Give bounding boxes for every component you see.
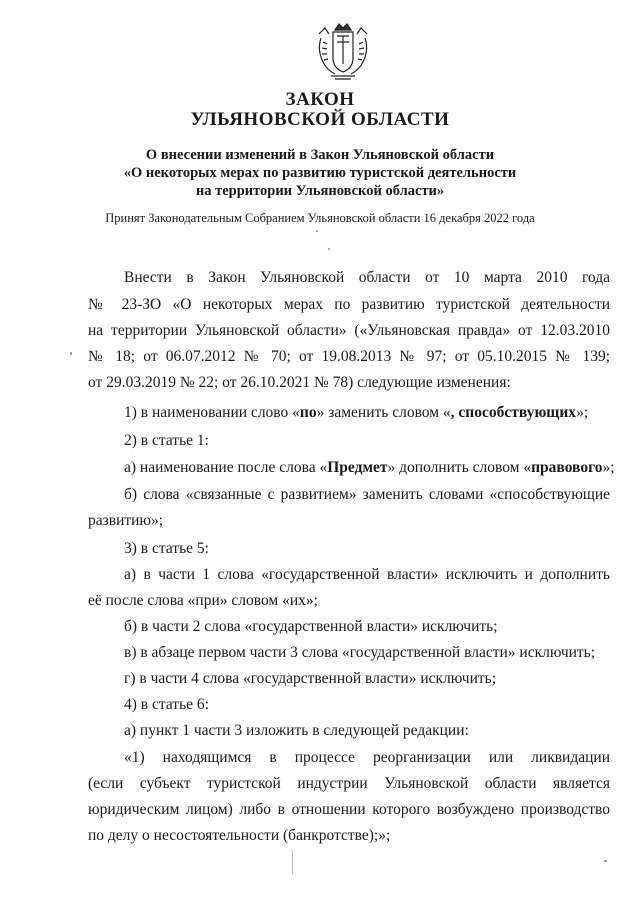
scan-fold-mark (292, 850, 293, 874)
text-run: »; (602, 459, 615, 476)
quoted-text-line: (если субъект туристской индустрии Ульяновской области является (88, 775, 610, 792)
paragraph-line: от 29.03.2019 № 22; от 26.10.2021 № 78) следующие изменения: (88, 374, 511, 391)
text-run: » заменить словом « (316, 404, 451, 421)
paragraph-line: на территории Ульяновской области» («Ульяновская правда» от 12.03.2010 (88, 322, 610, 339)
bold-word: , способствующих (450, 404, 577, 421)
quoted-text-line: «1) находящимся в процессе реорганизации или ликвидации (124, 749, 610, 766)
document-region: УЛЬЯНОВСКОЙ ОБЛАСТИ (190, 109, 450, 130)
scan-speck (316, 230, 318, 232)
list-item-3d: г) в части 4 слова «государственной власти» исключить; (124, 670, 497, 687)
law-subject-line-3: на территории Ульяновской области» (195, 183, 445, 199)
list-item-2b-line: б) слова «связанные с развитием» заменить словами «способствующие (124, 486, 610, 503)
list-item-2b-line: развитию»; (88, 512, 164, 529)
list-item-2a (124, 455, 640, 481)
law-subject-line-2: «О некоторых мерах по развитию туристской деятельности (123, 165, 517, 181)
ulyanovsk-coat-of-arms-icon (313, 18, 373, 82)
list-item-4a: а) пункт 1 части 3 изложить в следующей редакции: (124, 722, 469, 739)
paragraph-line: № 18; от 06.07.2012 № 70; от 19.08.2013 № 97; от 05.10.2015 № 139; (88, 348, 610, 365)
list-item-3a-line: её после слова «при» словом «их»; (88, 592, 318, 609)
text-run: 1) в наименовании слово « (124, 404, 300, 421)
text-run: » дополнить словом « (387, 459, 532, 476)
scan-speck (328, 248, 330, 250)
paragraph-line: № 23-ЗО «О некоторых мерах по развитию туристской деятельности (88, 296, 610, 313)
bold-word: правового (531, 459, 603, 476)
text-run: а) наименование после слова « (124, 459, 328, 476)
list-item-3a-line: а) в части 1 слова «государственной власти» исключить и дополнить (124, 566, 610, 583)
law-subject-line-1: О внесении изменений в Закон Ульяновской области (145, 147, 495, 163)
bold-word: Предмет (327, 459, 388, 476)
adoption-note: Принят Законодательным Собранием Ульяновской области 16 декабря 2022 года (105, 211, 535, 225)
list-item-1 (124, 400, 640, 426)
quoted-text-line: по делу о несостоятельности (банкротстве);»; (88, 827, 391, 844)
list-item-3: 3) в статье 5: (124, 540, 209, 557)
quoted-text-line: юридическим лицом) либо в отношении которого возбуждено производство (88, 801, 610, 818)
list-item-2: 2) в статье 1: (124, 432, 209, 449)
scan-speck (70, 352, 72, 355)
bold-word: по (299, 404, 317, 421)
scan-speck (604, 860, 607, 862)
text-run: »; (576, 404, 589, 421)
list-item-3b: б) в части 2 слова «государственной власти» исключить; (124, 618, 498, 635)
list-item-3c: в) в абзаце первом части 3 слова «государственной власти» исключить; (124, 644, 596, 661)
paragraph-line: Внести в Закон Ульяновской области от 10 марта 2010 года (124, 269, 610, 286)
list-item-4: 4) в статье 6: (124, 696, 209, 713)
document-title: ЗАКОН (285, 89, 355, 110)
